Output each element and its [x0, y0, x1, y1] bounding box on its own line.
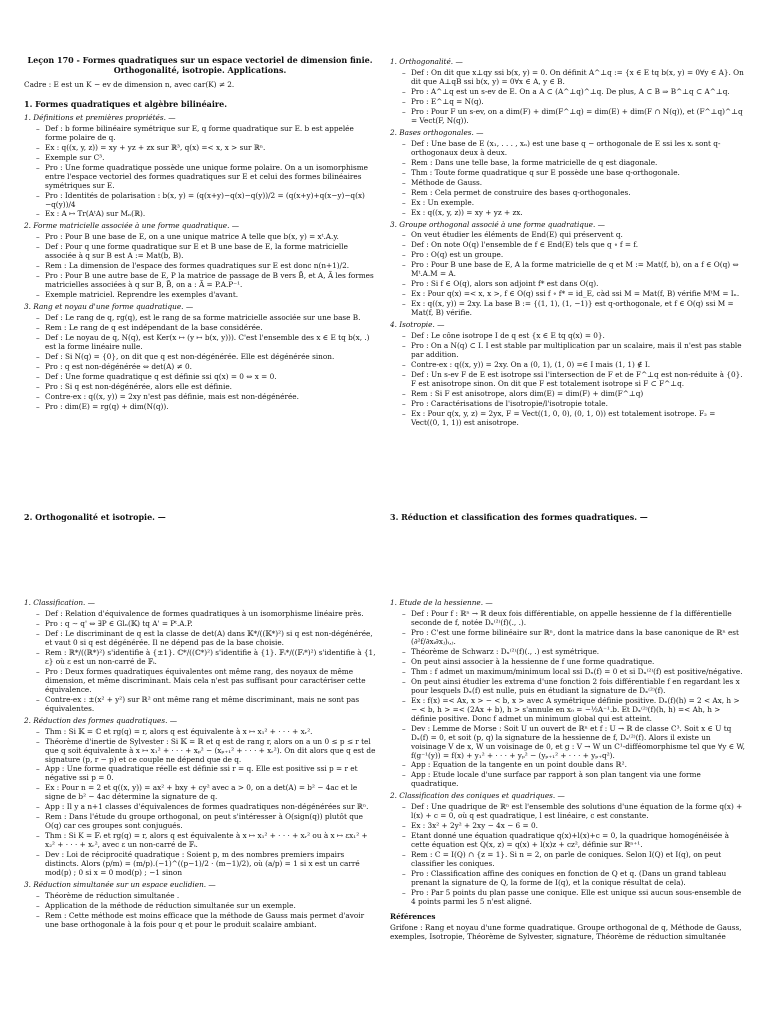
list-item: – Pro : Classification affine des coniques en fonction de Q et q. (Dans un grand tableau prenant la signature de Q, la forme de I(q), et la conique résultat de cela). [402, 870, 746, 888]
item-list [390, 140, 746, 218]
subsection-title: 1. Etude de la hessienne. — [390, 598, 493, 607]
list-item: – Thm : Si K = 𝔽ᵢ et rg(q) = r, alors q est équivalente à x ↦ x₁² + · · · + xᵣ² ou à x ↦ εx₁² + x₂² + · · · + xᵣ², avec ε un non-carré de 𝔽ᵢ. [36, 832, 376, 850]
list-item: – Ex : f(x) =< Ax, x > − < b, x > avec A symétrique définie positive. Dₓ(f)(h) = 2 < Ax, h > − < b, h > =< (2Ax + b), h > s'annule en x₀ = −½A⁻¹.b. Et Dₓ⁽²⁾(f)(h, h) =< Ah, h > définie positive. Donc f admet un minimum global qui est atteint. [402, 697, 746, 724]
list-item: – App : Etude locale d'une surface par rapport à son plan tangent via une forme quadratique. [402, 771, 746, 789]
list-item: – Pro : O(q) est un groupe. [402, 251, 746, 260]
subsection-title: 2. Réduction des formes quadratiques. — [24, 715, 178, 725]
list-item: – Def : On note O(q) l'ensemble de f ∈ End(E) tels que q ∘ f = f. [402, 241, 746, 250]
list-item: – Def : Une forme quadratique q est définie ssi q(x) = 0 ⇔ x = 0. [36, 373, 376, 382]
list-item: – Def : On dit que x⊥qy ssi b(x, y) = 0. On définit A^⊥q := {x ∈ E tq b(x, y) = 0∀y ∈ A}. On dit que A⊥qB ssi b(x, y) = 0∀x ∈ A, y ∈ B. [402, 69, 746, 87]
subsection-title: 3. Groupe orthogonal associé à une forme quadratique. — [390, 219, 605, 229]
list-item: – Def : Si N(q) = {0}, on dit que q est non-dégénérée. Elle est dégénérée sinon. [36, 353, 376, 362]
references-title: Références [390, 912, 436, 921]
list-item: – Thm : Si 𝕂 = ℂ et rg(q) = r, alors q est équivalente à x ↦ x₁² + · · · + xᵣ². [36, 728, 376, 737]
list-item: – Pro : On a N(q) ⊂ I. I est stable par multiplication par un scalaire, mais il n'est pas stable par addition. [402, 342, 746, 360]
list-item: – Thm : Toute forme quadratique q sur E possède une base q-orthogonale. [402, 169, 746, 178]
list-item: – Ex : Pour q(x, y, z) = 2yx, F = Vect((1, 0, 0), (0, 1, 0)) est totalement isotrope. F₂ = Vect((0, 1, 1)) est anisotrope. [402, 410, 746, 428]
list-item: – Rem : ℝ*/((ℝ*)²) s'identifie à {±1}. ℂ*/((ℂ*)²) s'identifie à {1}. 𝔽ᵢ*/((𝔽ᵢ*)²) s'identifie à {1, ε} où ε est un non-carré de 𝔽ᵢ. [36, 649, 376, 667]
subsection-title: 3. Rang et noyau d'une forme quadratique. — [24, 302, 194, 312]
list-item: – On peut ainsi associer à la hessienne de f une forme quadratique. [402, 658, 746, 667]
list-item: – Pro : dim(E) = rg(q) + dim(N(q)). [36, 403, 376, 412]
page1-right-column [390, 55, 746, 430]
cadre-text: Cadre : E est un K − ev de dimension n, avec car(K) ≠ 2. [24, 80, 235, 89]
page2-left-column [24, 596, 376, 932]
list-item: – Def : b forme bilinéaire symétrique sur E, q forme quadratique sur E. b est appelée forme polaire de q. [36, 125, 376, 143]
list-item: – Rem : Cette méthode est moins efficace que la méthode de Gauss mais permet d'avoir une base orthogonale à la fois pour q et pour le produit scalaire ambiant. [36, 912, 376, 930]
list-item: – Pro : Pour B une autre base de E, P la matrice de passage de B vers B̃, et A, Ã les formes matricielles associées à q sur B, B̃, on a : Ã = P.A.P⁻¹. [36, 272, 376, 290]
list-item: – Ex : q((x, y, z)) = xy + yz + zx. [402, 209, 746, 218]
list-item: – Pro : Une forme quadratique possède une unique forme polaire. On a un isomorphisme entre l'espace vectoriel des formes quadratiques sur E et celui des formes bilinéaires symétriques sur E. [36, 164, 376, 191]
list-item: – Pro : Par 5 points du plan passe une conique. Elle est unique ssi aucun sous-ensemble de 4 points parmi les 5 n'est aligné. [402, 889, 746, 907]
list-item: – Rem : La dimension de l'espace des formes quadratiques sur E est donc n(n+1)/2. [36, 262, 376, 271]
list-item: – Exemple sur C³. [36, 154, 376, 163]
item-list [24, 610, 376, 714]
list-item: – Pro : Identités de polarisation : b(x, y) = (q(x+y)−q(x)−q(y))/2 = (q(x+y)+q(x−y)−q(x)−q(y))/4 [36, 192, 376, 210]
list-item: – Rem : Dans l'étude du groupe orthogonal, on peut s'intéresser à O(sign(q)) plutôt que O(q) car ces groupes sont conjugués. [36, 813, 376, 831]
subsection-title: 2. Forme matricielle associée à une forme quadratique. — [24, 221, 240, 231]
list-item: – Pro : Si f ∈ O(q), alors son adjoint f* est dans O(q). [402, 280, 746, 289]
item-list [24, 892, 376, 930]
list-item: – Théorème de réduction simultanée . [36, 892, 376, 901]
list-item: – Pro : A^⊥q est un s-ev de E. On a A ⊂ (A^⊥q)^⊥q. De plus, A ⊂ B ⇒ B^⊥q ⊂ A^⊥q. [402, 88, 746, 97]
list-item: – Ex : A ↦ Tr(AᵗA) sur Mₙ(ℝ). [36, 210, 376, 219]
list-item: – Rem : Le rang de q est indépendant de la base considérée. [36, 324, 376, 333]
item-list [390, 803, 746, 907]
list-item: – Etant donné une équation quadratique q(x)+l(x)+c = 0, la quadrique homogénéisée à cette équation est Q(x, z) = q(x) + l(x)z + cz², définie sur ℝⁿ⁺¹. [402, 832, 746, 850]
subsection-title: 2. Bases orthogonales. — [390, 127, 484, 137]
list-item: – Ex : q((x, y)) = 2xy. La base B := {(1, 1), (1, −1)} est q-orthogonale, et f ∈ O(q) ssi M = Mat(f, B) vérifie. [402, 300, 746, 318]
list-item: – Def : Pour q une forme quadratique sur E et B une base de E, la forme matricielle associée à q sur B est A := Mat(b, B). [36, 243, 376, 261]
list-item: – Théorème d'inertie de Sylvester : Si 𝕂 = ℝ et q est de rang r, alors on a un 0 ≤ p ≤ r tel que q soit équivalente à x ↦ x₁² + · · · + xₚ² − (xₚ₊₁² + · · · + xᵣ²). On dit alors que q est de signature (p, r − p) et ce couple ne dépend que de q. [36, 738, 376, 765]
subsection-title: 1. Classification. — [24, 598, 95, 607]
item-list [390, 332, 746, 428]
list-item: – Thm : f admet un maximum/minimum local ssi Dₓ(f) = 0 et si Dₓ⁽²⁾(f) est positive/négative. [402, 668, 746, 677]
list-item: – Def : Le discriminant de q est la classe de det(A) dans 𝕂*/((𝕂*)²) si q est non-dégénérée, et vaut 0 si q est dégénérée. Il ne dépend pas de la base choisie. [36, 630, 376, 648]
list-item: – Ex : Pour q(x) =< x, x >, f ∈ O(q) ssi f ∘ f* = id_E, càd ssi M = Mat(f, B) vérifie MᵗM = Iₙ. [402, 290, 746, 299]
list-item: – Ex : 3x² + 2y² + 2xy − 4x − 6 = 0. [402, 822, 746, 831]
section-3-title: 3. Réduction et classification des formes quadratiques. — [390, 512, 648, 522]
list-item: – Contre-ex : q((x, y)) = 2xy. On a (0, 1), (1, 0) =∈ I mais (1, 1) ∉ I. [402, 361, 746, 370]
list-item: – Def : Une base de E (x₁, . . . , xₙ) est une base q − orthogonale de E ssi les xᵢ sont q-orthogonaux deux à deux. [402, 140, 746, 158]
list-item: – Def : Le noyau de q, N(q), est Ker(x ↦ (y ↦ b(x, y))). C'est l'ensemble des x ∈ E tq b(x, .) est la forme linéaire nulle. [36, 334, 376, 352]
page2-right-column [390, 596, 746, 942]
list-item: – Def : Un s-ev F de E est isotrope ssi l'intersection de F et de F^⊥q est non-réduite à {0}. F est anisotrope sinon. On dit que F est totalement isotrope si F ⊂ F^⊥q. [402, 371, 746, 389]
list-item: – On veut étudier les éléments de End(E) qui préservent q. [402, 231, 746, 240]
list-item: – Pro : q ∼ q' ⇔ ∃P ∈ Glₙ(𝕂) tq A' = Pᵗ.A.P. [36, 620, 376, 629]
list-item: – Rem : Dans une telle base, la forme matricielle de q est diagonale. [402, 159, 746, 168]
list-item: – Exemple matriciel. Reprendre les exemples d'avant. [36, 291, 376, 300]
page1-left-column [24, 55, 376, 414]
list-item: – Def : Le cône isotrope I de q est {x ∈ E tq q(x) = 0}. [402, 332, 746, 341]
list-item: – On peut ainsi étudier les extrema d'une fonction 2 fois différentiable f en regardant les x pour lesquels Dₓ(f) est nulle, puis en étudiant la signature de Dₓ⁽²⁾(f). [402, 678, 746, 696]
list-item: – Application de la méthode de réduction simultanée sur un exemple. [36, 902, 376, 911]
document-title [24, 55, 376, 75]
list-item: – Pro : C'est une forme bilinéaire sur ℝⁿ, dont la matrice dans la base canonique de ℝⁿ est (∂²f/∂xᵢ∂xⱼ)ᵢ,ⱼ. [402, 629, 746, 647]
subsection-title: 1. Orthogonalité. — [390, 57, 463, 66]
list-item: – Rem : Cela permet de construire des bases q-orthogonales. [402, 189, 746, 198]
list-item: – Def : Le rang de q, rg(q), est le rang de sa forme matricielle associée sur une base B. [36, 314, 376, 323]
list-item: – Contre-ex : ±(x² + y²) sur ℝ² ont même rang et même discriminant, mais ne sont pas équivalentes. [36, 696, 376, 714]
list-item: – App : Equation de la tangente en un point double dans ℝ². [402, 761, 746, 770]
item-list [390, 69, 746, 126]
title-line-1: Leçon 170 - Formes quadratiques sur un espace vectoriel de dimension finie. [27, 55, 373, 65]
list-item: – App : Il y a n+1 classes d'équivalences de formes quadratiques non-dégénérées sur ℝⁿ. [36, 803, 376, 812]
list-item: – App : Une forme quadratique réelle est définie ssi r = q. Elle est positive ssi p = r et négative ssi p = 0. [36, 765, 376, 783]
list-item: – Ex : q((x, y, z)) = xy + yz + zx sur ℝ³, q(x) =< x, x > sur ℝⁿ. [36, 144, 376, 153]
list-item: – Contre-ex : q((x, y)) = 2xy n'est pas définie, mais est non-dégénérée. [36, 393, 376, 402]
list-item: – Rem : C = I(Q) ∩ {z = 1}. Si n = 2, on parle de coniques. Selon I(Q) et I(q), on peut classifier les coniques. [402, 851, 746, 869]
section-2-title: 2. Orthogonalité et isotropie. — [24, 512, 166, 522]
list-item: – Pro : Pour B une base de E, A la forme matricielle de q et M := Mat(f, b), on a f ∈ O(q) ⇔ Mᵗ.A.M = A. [402, 261, 746, 279]
list-item: – Ex : Un exemple. [402, 199, 746, 208]
list-item: – Pro : Deux formes quadratiques équivalentes ont même rang, des noyaux de même dimension, et même discriminant. Mais cela n'est pas suffisant pour caractériser cette équivalence. [36, 668, 376, 695]
title-line-2: Orthogonalité, isotropie. Applications. [113, 65, 287, 75]
list-item: – Ex : Pour n = 2 et q((x, y)) = ax² + bxy + cy² avec a > 0, on a det(A) = b² − 4ac et le signe de b² − 4ac détermine la signature de q. [36, 784, 376, 802]
list-item: – Dev : Lemme de Morse : Soit U un ouvert de ℝⁿ et f : U → ℝ de classe C³. Soit x ∈ U tq Dₓ(f) = 0, et soit (p, q) la signature de la hessienne de f, Dₓ⁽²⁾(f). Alors il existe un voisinage V de x, W un voisinage de 0, et g : V → W un C¹-difféomorphisme tel que ∀y ∈ W, f(g⁻¹(y)) = f(x) + y₁² + · · · + yₚ² − (yₚ₊₁² + · · · + yₚ₊q²). [402, 725, 746, 761]
subsection-title: 2. Classification des coniques et quadriques. — [390, 791, 565, 801]
item-list [24, 233, 376, 300]
item-list [24, 125, 376, 220]
subsection-title: 4. Isotropie. — [390, 320, 445, 330]
list-item: – Pro : Pour B une base de E, on a une unique matrice A telle que b(x, y) = xᵗ.A.y. [36, 233, 376, 242]
list-item: – Pro : Pour F un s-ev, on a dim(F) + dim(F^⊥q) = dim(E) + dim(F ∩ N(q)), et (F^⊥q)^⊥q = Vect(F, N(q)). [402, 108, 746, 126]
list-item: – Def : Pour f : ℝⁿ → ℝ deux fois différentiable, on appelle hessienne de f la différentielle seconde de f, notée Dₓ⁽²⁾(f)(., .). [402, 610, 746, 628]
list-item: – Pro : Caractérisations de l'isotropie/l'isotropie totale. [402, 400, 746, 409]
item-list [24, 728, 376, 879]
list-item: – Pro : E^⊥q = N(q). [402, 98, 746, 107]
subsection-title: 1. Définitions et premières propriétés. — [24, 112, 176, 122]
references-text: Grifone : Rang et noyau d'une forme quadratique. Groupe orthogonal de q, Méthode de Gauss, exemples, Isotropie, Théorème de Sylvester, signature, Théorème de réduction simultanée [390, 922, 742, 941]
list-item: – Def : Relation d'équivalence de formes quadratiques à un isomorphisme linéaire près. [36, 610, 376, 619]
list-item: – Théorème de Schwarz : Dₓ⁽²⁾(f)(., .) est symétrique. [402, 648, 746, 657]
list-item: – Méthode de Gauss. [402, 179, 746, 188]
list-item: – Def : Une quadrique de ℝⁿ est l'ensemble des solutions d'une équation de la forme q(x) + l(x) + c = 0, où q est quadratique, l est linéaire, c est constante. [402, 803, 746, 821]
item-list [390, 231, 746, 318]
list-item: – Pro : q est non-dégénérée ⇔ det(A) ≠ 0. [36, 363, 376, 372]
item-list [24, 314, 376, 412]
list-item: – Pro : Si q est non-dégénérée, alors elle est définie. [36, 383, 376, 392]
item-list [390, 610, 746, 789]
subsection-title: 3. Réduction simultanée sur un espace euclidien. — [24, 880, 216, 890]
list-item: – Rem : Si F est anisotrope, alors dim(E) = dim(F) + dim(F^⊥q) [402, 390, 746, 399]
list-item: – Dev : Loi de réciprocité quadratique : Soient p, m des nombres premiers impairs distincts. Alors (p/m) = (m/p).(−1)^((p−1)/2 · (m−1)/2), où (a/p) = 1 si x est un carré mod(p) ; 0 si x = 0 mod(p) ; −1 sinon [36, 851, 376, 878]
section-1-title: 1. Formes quadratiques et algèbre bilinéaire. [24, 98, 227, 109]
